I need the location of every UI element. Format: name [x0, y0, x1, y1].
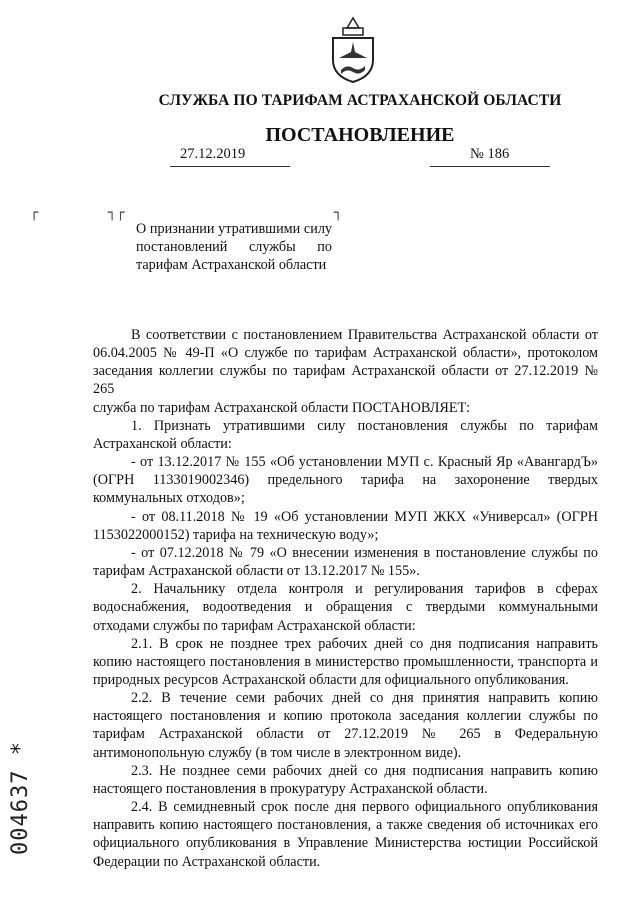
astrakhan-coat-of-arms-icon — [325, 14, 381, 86]
paragraph-2: 2. Начальнику отдела контроля и регулирования тарифов в сферах водоснабжения, водоотведения и обращения с твердыми коммунальными отходами службы по тарифам Астраханской области: — [93, 581, 598, 634]
corner-mark-left: ┌ — [30, 205, 39, 221]
paragraph-2-4: 2.4. В семидневный срок после дня первого официального опубликования направить копию настоящего постановления, а также сведения об источниках его официального опубликования в Управление Министерства юстиции Российской Федерации по Астраханской области. — [93, 799, 598, 870]
corner-mark-subject-left: ┐┌ — [108, 205, 125, 221]
decree-line: служба по тарифам Астраханской области ПОСТАНОВЛЯЕТ: — [93, 399, 471, 416]
paragraph-1: 1. Признать утратившими силу постановления службы по тарифам Астраханской области: — [93, 417, 598, 452]
corner-mark-subject-right: ┐ — [334, 205, 343, 221]
document-number: № 186 — [470, 146, 510, 162]
date-underline — [170, 166, 290, 167]
preamble-paragraph: В соответствии с постановлением Правительства Астраханской области от 06.04.2005 № 49-П «О службе по тарифам Астраханской области», протоколом заседания коллегии службы по тарифам Астраханской области от 27.12.2019 № 265 — [93, 327, 598, 398]
document-subject: О признании утратившими силу постановлений службы по тарифам Астраханской области — [136, 221, 332, 273]
paragraph-1-item-b: - от 08.11.2018 № 19 «Об установлении МУП ЖКХ «Универсал» (ОГРН 1153022000152) тарифа на техническую воду»; — [93, 508, 598, 543]
paragraph-1-item-a: - от 13.12.2017 № 155 «Об установлении МУП с. Красный Яр «АвангардЪ» (ОГРН 1133019002346) предельного тарифа на захоронение твердых коммунальных отходов»; — [93, 454, 598, 507]
number-underline — [430, 166, 550, 167]
document-date: 27.12.2019 — [180, 146, 246, 162]
paragraph-2-3: 2.3. Не позднее семи рабочих дней со дня подписания направить копию настоящего постановления в прокуратуру Астраханской области. — [93, 762, 598, 797]
paragraph-2-2: 2.2. В течение семи рабочих дней со дня принятия направить копию настоящего постановления и копию протокола заседания коллегии службы по тарифам Астраханской области от 27.12.2019 № 265 в Федеральную антимонопольную службу (в том числе в электронном виде). — [93, 690, 598, 761]
organization-name: СЛУЖБА ПО ТАРИФАМ АСТРАХАНСКОЙ ОБЛАСТИ — [158, 92, 562, 109]
registration-stamp: 004637 * — [8, 741, 33, 855]
paragraph-1-item-c: - от 07.12.2018 № 79 «О внесении изменения в постановление службы по тарифам Астраханской области от 13.12.2017 № 155». — [93, 544, 598, 580]
paragraph-2-1: 2.1. В срок не позднее трех рабочих дней со дня подписания направить копию настоящего постановления в министерство промышленности, транспорта и природных ресурсов Астраханской области для официального опубликования. — [93, 635, 598, 688]
document-body — [93, 326, 598, 871]
document-type-title: ПОСТАНОВЛЕНИЕ — [265, 124, 455, 146]
